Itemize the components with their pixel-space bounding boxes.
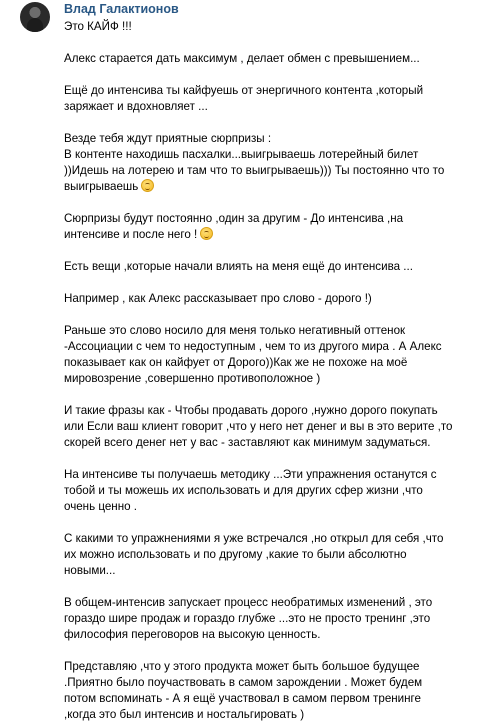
message-line <box>64 83 484 99</box>
message-line <box>64 227 484 243</box>
author-name[interactable]: Влад Галактионов <box>64 2 179 16</box>
paragraph-gap <box>64 643 484 659</box>
message-line-text: Ещё до интенсива ты кайфуешь от энергичного контента ,который <box>64 84 424 97</box>
message-line <box>64 435 484 451</box>
message-line <box>64 611 484 627</box>
message-line-text: заряжает и вдохновляет ... <box>64 100 208 113</box>
message-line-text: Представляю ,что у этого продукта может быть большое будущее <box>64 660 420 673</box>
message-line-text: На интенсиве ты получаешь методику ...Эти упражнения останутся с <box>64 468 437 481</box>
paragraph-gap <box>64 451 484 467</box>
message-line <box>64 707 484 723</box>
message-line <box>64 371 484 387</box>
message-line <box>64 547 484 563</box>
message-line-text: мировозрение ,совершенно противоположное ) <box>64 372 321 385</box>
message-line-text: показывает как он кайфует от Дорого))Как же не похоже на моё <box>64 356 408 369</box>
paragraph-gap <box>64 387 484 403</box>
message-line <box>64 147 484 163</box>
message-line <box>64 211 484 227</box>
message-line-text: Везде тебя ждут приятные сюрпризы : <box>64 132 272 145</box>
paragraph-gap <box>64 67 484 83</box>
message-line-text: С какими то упражнениями я уже встречался ,но открыл для себя ,что <box>64 532 444 545</box>
message-line-text: И такие фразы как - Чтобы продавать дорого ,нужно дорого покупать <box>64 404 438 417</box>
message-line <box>64 467 484 483</box>
message-line-text: очень ценно . <box>64 500 137 513</box>
message-line <box>64 531 484 547</box>
paragraph-gap <box>64 579 484 595</box>
paragraph-gap <box>64 115 484 131</box>
message-line <box>64 483 484 499</box>
message-line <box>64 179 484 195</box>
message-line-text: тобой и ты можешь их использовать и для других сфер жизни ,что <box>64 484 423 497</box>
message-line <box>64 627 484 643</box>
paragraph-gap <box>64 515 484 531</box>
message-line <box>64 659 484 675</box>
paragraph-gap <box>64 195 484 211</box>
message-line-text: В контенте находишь пасхалки...выигрываешь лотерейный билет <box>64 148 419 161</box>
paragraph-gap <box>64 35 484 51</box>
paragraph-gap <box>64 275 484 291</box>
message-line-text: Например , как Алекс рассказывает про слово - дорого !) <box>64 292 372 305</box>
message-line <box>64 691 484 707</box>
message-line <box>64 99 484 115</box>
message-line <box>64 259 484 275</box>
message-line <box>64 339 484 355</box>
message-line <box>64 51 484 67</box>
message-line <box>64 163 484 179</box>
message-line-text: В общем-интенсив запускает процесс необратимых изменений , это <box>64 596 433 609</box>
message-line-text: Алекс старается дать максимум , делает обмен с превышением... <box>64 52 420 65</box>
message-line <box>64 563 484 579</box>
message-line <box>64 323 484 339</box>
message-line <box>64 291 484 307</box>
message-line <box>64 19 484 35</box>
message-line-text: философия переговоров на высокую ценность. <box>64 628 321 641</box>
message-line <box>64 419 484 435</box>
message-body <box>64 19 484 723</box>
message-line-text: Раньше это слово носило для меня только негативный оттенок <box>64 324 406 337</box>
author-avatar[interactable] <box>20 2 50 32</box>
grinning-face-emoji <box>200 227 213 240</box>
message-line-text: Есть вещи ,которые начали влиять на меня ещё до интенсива ... <box>64 260 413 273</box>
grinning-face-emoji <box>141 179 154 192</box>
message-line-text: их можно использовать и по другому ,какие то были абсолютно <box>64 548 407 561</box>
paragraph-gap <box>64 307 484 323</box>
message-line-text: ,когда это был интенсив и ностальгировать ) <box>64 708 305 721</box>
message-line-text: интенсиве и после него ! <box>64 228 198 241</box>
message-line <box>64 499 484 515</box>
message-line <box>64 403 484 419</box>
message-line-text: потом вспоминать - А я ещё участвовал в самом первом тренинге <box>64 692 421 705</box>
message-line-text: .Приятно было поучаствовать в самом зарождении . Может будем <box>64 676 423 689</box>
message-line-text: выигрываешь <box>64 180 139 193</box>
message-line <box>64 131 484 147</box>
message-line <box>64 355 484 371</box>
message-line-text: скорей всего денег нет у вас - заставляют как минимум задуматься. <box>64 436 431 449</box>
message-line <box>64 675 484 691</box>
message-line-text: ))Идешь на лотерею и там что то выигрываешь))) Ты постоянно что то <box>64 164 445 177</box>
message-line-text: Это КАЙФ !!! <box>64 20 132 33</box>
paragraph-gap <box>64 243 484 259</box>
message-line-text: гораздо шире продаж и гораздо глубже ...это не просто тренинг ,это <box>64 612 431 625</box>
message-line <box>64 595 484 611</box>
message-line-text: или Если ваш клиент говорит ,что у него нет денег и вы в это верите ,то <box>64 420 453 433</box>
message-line-text: Сюрпризы будут постоянно ,один за другим - До интенсива ,на <box>64 212 404 225</box>
message-line-text: новыми... <box>64 564 116 577</box>
message-line-text: -Ассоциации с чем то недоступным , чем то из другого мира . А Алекс <box>64 340 442 353</box>
